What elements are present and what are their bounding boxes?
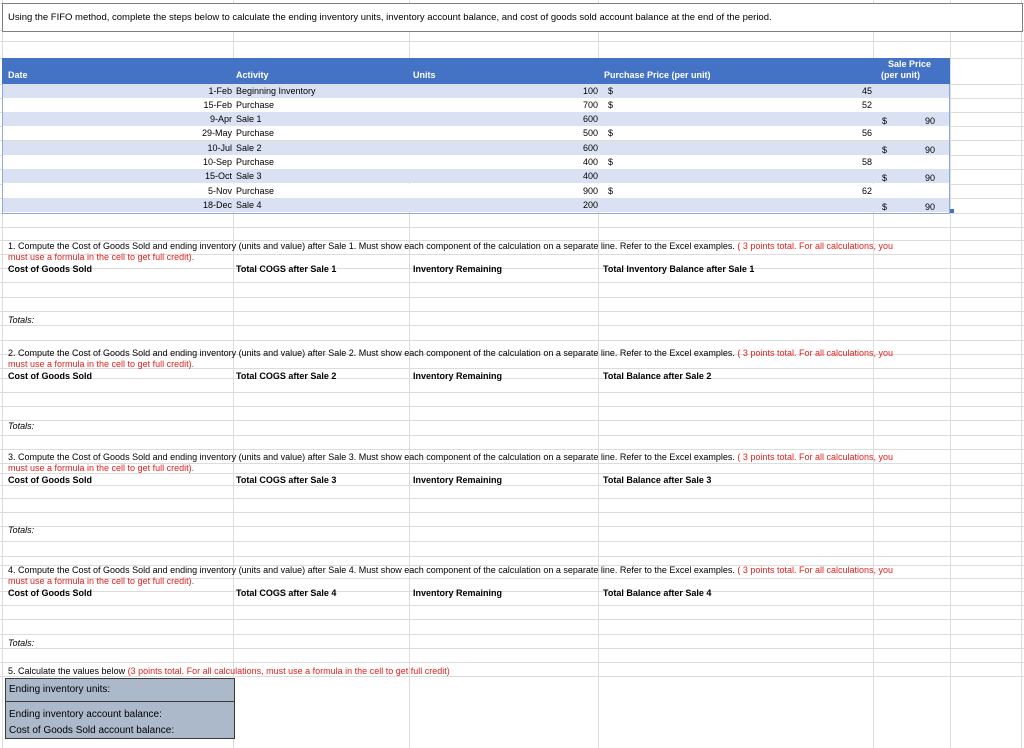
cell-units[interactable]: 200 — [582, 200, 598, 210]
col-total-cogs-label[interactable]: Total COGS after Sale 1 — [236, 264, 337, 274]
grid-row-line — [0, 420, 1024, 421]
question-line — [8, 241, 893, 252]
grid-row-line — [0, 268, 1024, 269]
table-header-row — [2, 58, 950, 84]
table-row — [2, 169, 950, 183]
cell-purchase-price[interactable]: 52 — [861, 100, 872, 110]
grid-row-line — [0, 648, 1024, 649]
cell-date[interactable]: 29-May — [201, 128, 232, 138]
question-text: 4. Compute the Cost of Goods Sold and ending inventory (units and value) after Sale 4. Must show each component of the calculation on a separate line. Refer to the Excel examples. — [8, 565, 735, 575]
grid-row-line — [0, 297, 1024, 298]
grid-col-line — [1021, 0, 1022, 748]
cell-date[interactable]: 1-Feb — [208, 86, 232, 96]
fill-handle-icon[interactable] — [950, 209, 954, 213]
cell-sale-price[interactable]: 90 — [924, 202, 935, 212]
cell-purchase-currency[interactable]: $ — [608, 100, 614, 110]
cell-units[interactable]: 100 — [582, 86, 598, 96]
col-total-balance-label[interactable]: Total Balance after Sale 2 — [603, 371, 712, 381]
table-row — [2, 184, 950, 198]
col-total-cogs-label[interactable]: Total COGS after Sale 3 — [236, 475, 337, 485]
cell-purchase-currency[interactable]: $ — [608, 186, 614, 196]
grid-row-line — [0, 485, 1024, 486]
cell-date[interactable]: 18-Dec — [202, 200, 232, 210]
grid-row-line — [0, 213, 1024, 214]
col-total-balance-label[interactable]: Total Inventory Balance after Sale 1 — [603, 264, 755, 274]
table-row — [2, 112, 950, 126]
cell-sale-currency[interactable]: $ — [882, 116, 888, 126]
grid-row-line — [0, 378, 1024, 379]
cell-units[interactable]: 500 — [582, 128, 598, 138]
header-sale-price-unit: (per unit) — [881, 70, 920, 80]
header-purchase-price[interactable]: Purchase Price (per unit) — [604, 70, 711, 80]
cell-date[interactable]: 15-Feb — [203, 100, 232, 110]
ending-balance-label: Ending inventory account balance: — [9, 709, 162, 720]
cell-purchase-price[interactable]: 62 — [861, 186, 872, 196]
cell-activity[interactable]: Purchase — [236, 100, 275, 110]
final-question — [8, 666, 450, 677]
grid-row-line — [0, 435, 1024, 436]
col-inventory-remaining-label[interactable]: Inventory Remaining — [413, 371, 503, 381]
grid-row-line — [0, 498, 1024, 499]
grid-row-line — [0, 634, 1024, 635]
col-inventory-remaining-label[interactable]: Inventory Remaining — [413, 475, 503, 485]
table-row — [2, 155, 950, 169]
col-total-balance-label[interactable]: Total Balance after Sale 3 — [603, 475, 712, 485]
header-units[interactable]: Units — [413, 70, 436, 80]
grid-row-line — [0, 406, 1024, 407]
totals-label[interactable]: Totals: — [8, 525, 35, 535]
cell-activity[interactable]: Purchase — [236, 186, 275, 196]
cell-purchase-price[interactable]: 45 — [861, 86, 872, 96]
cell-activity[interactable]: Sale 1 — [236, 114, 262, 124]
question-points: ( 3 points total. For all calculations, you — [734, 452, 893, 462]
question-text: 2. Compute the Cost of Goods Sold and ending inventory (units and value) after Sale 2. Must show each component of the calculation on a separate line. Refer to the Excel examples. — [8, 348, 735, 358]
grid-col-line — [950, 0, 951, 748]
table-row — [2, 141, 950, 155]
col-total-balance-label[interactable]: Total Balance after Sale 4 — [603, 588, 712, 598]
cell-activity[interactable]: Sale 2 — [236, 143, 262, 153]
question-line — [8, 565, 893, 576]
cell-purchase-price[interactable]: 56 — [861, 128, 872, 138]
cell-date[interactable]: 10-Sep — [202, 157, 232, 167]
totals-label[interactable]: Totals: — [8, 315, 35, 325]
ending-balance-cell[interactable] — [5, 701, 235, 739]
cell-sale-currency[interactable]: $ — [882, 202, 888, 212]
grid-row-line — [0, 392, 1024, 393]
final-question-text: 5. Calculate the values below — [8, 666, 126, 676]
cell-purchase-currency[interactable]: $ — [608, 86, 614, 96]
cell-units[interactable]: 400 — [582, 157, 598, 167]
table-row — [2, 84, 950, 98]
ending-units-cell[interactable] — [5, 678, 235, 702]
question-points: ( 3 points total. For all calculations, you — [734, 241, 893, 251]
col-total-cogs-label[interactable]: Total COGS after Sale 4 — [236, 588, 337, 598]
cell-sale-currency[interactable]: $ — [882, 145, 888, 155]
cell-units[interactable]: 700 — [582, 100, 598, 110]
cogs-balance-label: Cost of Goods Sold account balance: — [9, 725, 175, 736]
question-line — [8, 452, 893, 463]
cell-activity[interactable]: Sale 3 — [236, 171, 262, 181]
cell-purchase-price[interactable]: 58 — [861, 157, 872, 167]
header-date[interactable]: Date — [8, 70, 28, 80]
grid-row-line — [0, 41, 1024, 42]
final-question-points: (3 points total. For all calculations, must use a formula in the cell to get full credit) — [125, 666, 450, 676]
cell-sale-price[interactable]: 90 — [924, 116, 935, 126]
totals-label[interactable]: Totals: — [8, 421, 35, 431]
cell-units[interactable]: 600 — [582, 114, 598, 124]
col-inventory-remaining-label[interactable]: Inventory Remaining — [413, 588, 503, 598]
cell-activity[interactable]: Beginning Inventory — [236, 86, 316, 96]
cell-purchase-currency[interactable]: $ — [608, 157, 614, 167]
grid-row-line — [0, 311, 1024, 312]
question-line — [8, 348, 893, 359]
col-inventory-remaining-label[interactable]: Inventory Remaining — [413, 264, 503, 274]
grid-row-line — [0, 449, 1024, 450]
ending-units-label: Ending inventory units: — [9, 684, 111, 695]
table-row — [2, 126, 950, 140]
question-points-cont: must use a formula in the cell to get full credit). — [8, 252, 195, 262]
question-text: 3. Compute the Cost of Goods Sold and ending inventory (units and value) after Sale 3. Must show each component of the calculation on a separate line. Refer to the Excel examples. — [8, 452, 735, 462]
grid-row-line — [0, 340, 1024, 341]
grid-row-line — [0, 227, 1024, 228]
col-cogs-label[interactable]: Cost of Goods Sold — [8, 264, 92, 274]
cell-sale-currency[interactable]: $ — [882, 173, 888, 183]
cell-units[interactable]: 600 — [582, 143, 598, 153]
cell-purchase-currency[interactable]: $ — [608, 128, 614, 138]
cell-date[interactable]: 9-Apr — [209, 114, 232, 124]
cell-units[interactable]: 400 — [582, 171, 598, 181]
grid-row-line — [0, 591, 1024, 592]
grid-row-line — [0, 512, 1024, 513]
instructions-text: Using the FIFO method, complete the steps below to calculate the ending inventory units, inventory account balance, and cost of goods sold account balance at the end of the period. — [8, 12, 772, 23]
col-cogs-label[interactable]: Cost of Goods Sold — [8, 371, 92, 381]
cell-activity[interactable]: Purchase — [236, 128, 275, 138]
grid-row-line — [0, 619, 1024, 620]
cell-date[interactable]: 15-Oct — [204, 171, 232, 181]
cell-activity[interactable]: Purchase — [236, 157, 275, 167]
col-cogs-label[interactable]: Cost of Goods Sold — [8, 588, 92, 598]
question-points-cont: must use a formula in the cell to get full credit). — [8, 463, 195, 473]
grid-row-line — [0, 605, 1024, 606]
table-row — [2, 198, 950, 212]
grid-row-line — [0, 541, 1024, 542]
col-cogs-label[interactable]: Cost of Goods Sold — [8, 475, 92, 485]
question-points: ( 3 points total. For all calculations, you — [734, 565, 893, 575]
cell-sale-price[interactable]: 90 — [924, 145, 935, 155]
question-points-cont: must use a formula in the cell to get full credit). — [8, 359, 195, 369]
cell-activity[interactable]: Sale 4 — [236, 200, 262, 210]
table-row — [2, 98, 950, 112]
totals-label[interactable]: Totals: — [8, 638, 35, 648]
cell-units[interactable]: 900 — [582, 186, 598, 196]
cell-date[interactable]: 10-Jul — [207, 143, 232, 153]
cell-sale-price[interactable]: 90 — [924, 173, 935, 183]
header-sale-price[interactable]: Sale Price — [888, 59, 932, 69]
col-total-cogs-label[interactable]: Total COGS after Sale 2 — [236, 371, 337, 381]
cell-date[interactable]: 5-Nov — [207, 186, 232, 196]
question-points-cont: must use a formula in the cell to get full credit). — [8, 576, 195, 586]
grid-row-line — [0, 325, 1024, 326]
header-activity[interactable]: Activity — [236, 70, 269, 80]
question-text: 1. Compute the Cost of Goods Sold and ending inventory (units and value) after Sale 1. Must show each component of the calculation on a separate line. Refer to the Excel examples. — [8, 241, 735, 251]
grid-row-line — [0, 556, 1024, 557]
grid-row-line — [0, 526, 1024, 527]
question-points: ( 3 points total. For all calculations, you — [734, 348, 893, 358]
grid-row-line — [0, 282, 1024, 283]
grid-row-line — [0, 662, 1024, 663]
